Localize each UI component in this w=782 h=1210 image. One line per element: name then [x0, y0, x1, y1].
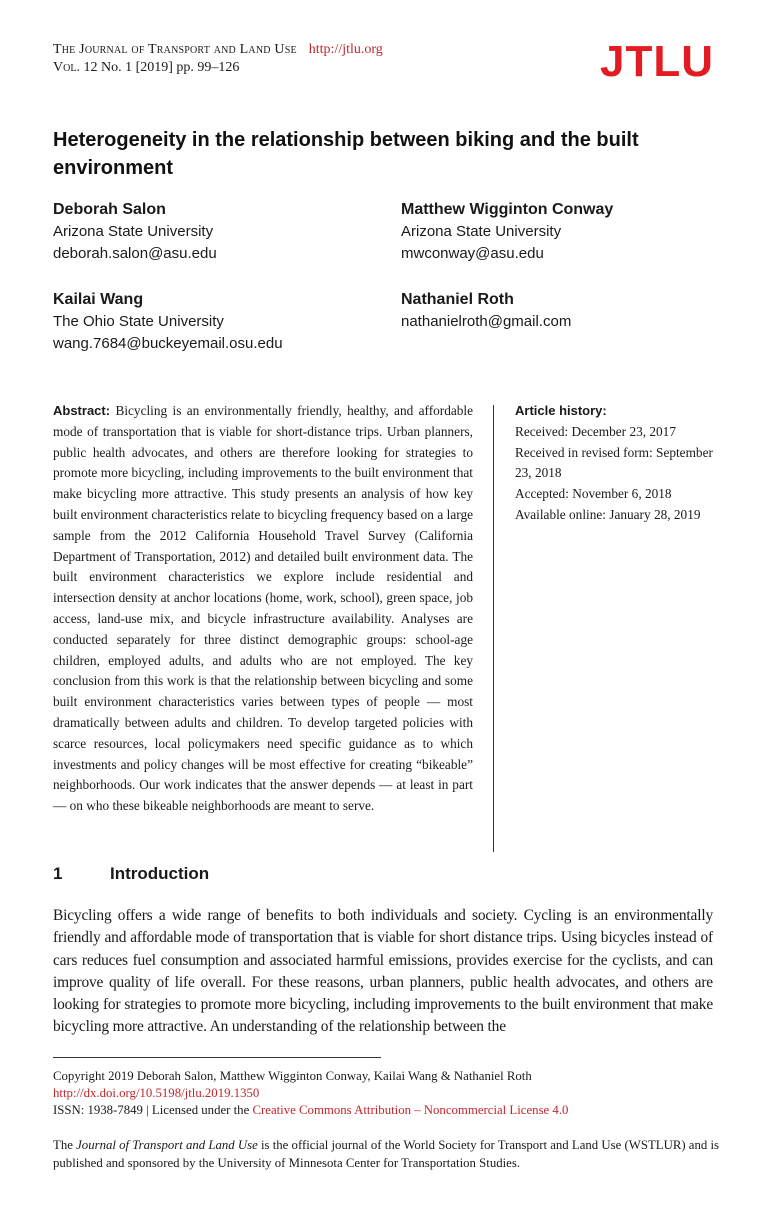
author-name: Nathaniel Roth — [401, 291, 514, 308]
history-received: Received: December 23, 2017 — [515, 423, 676, 439]
abstract — [53, 401, 473, 817]
volume-details: 12 No. 1 [2019] pp. 99–126 — [83, 60, 240, 75]
note-rest: is the official journal of the World Society for Transport and Land Use (WSTLUR) and is published and sponsored by the University of Minnesota Center for Transportation Studies. — [53, 1138, 720, 1170]
volume-info — [53, 59, 239, 76]
article-history — [515, 401, 725, 526]
author-name: Matthew Wigginton Conway — [401, 201, 614, 218]
author-block — [53, 199, 373, 265]
note-the: The — [53, 1138, 73, 1152]
author-name: Deborah Salon — [53, 201, 166, 218]
journal-header — [53, 41, 383, 58]
history-revised: Received in revised form: September 23, 2018 — [515, 444, 713, 481]
section-title: Introduction — [110, 864, 210, 883]
journal-url-link[interactable]: http://jtlu.org — [308, 42, 383, 57]
author-affiliation: Arizona State University — [53, 223, 214, 240]
history-accepted: Accepted: November 6, 2018 — [515, 486, 672, 502]
column-divider — [493, 405, 494, 852]
author-email: mwconway@asu.edu — [401, 245, 544, 262]
history-label: Article history: — [515, 403, 607, 418]
license-line — [53, 1102, 733, 1119]
author-affiliation: The Ohio State University — [53, 313, 224, 330]
license-link-attribution[interactable]: Creative Commons Attribution — [252, 1103, 411, 1117]
author-block — [401, 289, 721, 333]
author-affiliation: Arizona State University — [401, 223, 562, 240]
license-link-noncommercial[interactable]: Noncommercial License 4.0 — [423, 1103, 569, 1117]
intro-paragraph: Bicycling offers a wide range of benefits to both individuals and society. Cycling is an environmentally friendly and affordable mode of transportation that is viable for short distance trips. Using bicycles instead of cars reduces fuel consumption and associated harmful emissions, provides exercise for the cyclists, and can improve quality of life overall. For these reasons, urban planners, public health advocates, and others are looking for strategies to promote more bicycling, including improvements to the built environment that make bicycling more attractive. An understanding of the relationship between the — [53, 907, 713, 1036]
author-block — [401, 199, 721, 265]
journal-logo: JTLU — [600, 37, 714, 86]
abstract-text: Bicycling is an environmentally friendly, healthy, and affordable mode of transportation that is viable for short-distance trips. Urban planners, public health advocates, and others are therefore looking for strategies to promote more bicycling, including improvements to the built environment that make bicycling more attractive. This study presents an analysis of how key built environment characteristics relate to bicycling frequency based on a large sample from the 2012 California Household Travel Survey (California Department of Transportation, 2012) and detailed built environment data. The built environment characteristics we explore include residential and intersection density at anchor locations (home, work, school), green space, job access, land-use mix, and bicycle infrastructure availability. Analyses are conducted separately for three distinct demographic groups: school-age children, employed adults, and adults who are not employed. The key conclusion from this work is that the relationship between bicycling and some built environment characteristics varies between types of people — most dramatically between adults and children. To develop targeted policies with scarce resources, local policymakers need specific guidance as to which investments and policy changes will be most effective for creating “bikeable” neighborhoods. Our work indicates that the answer depends — at least in part — on who these bikeable neighborhoods are meant to serve. — [53, 403, 473, 814]
author-email: nathanielroth@gmail.com — [401, 313, 572, 330]
license-dash: – — [411, 1103, 424, 1117]
author-email: wang.7684@buckeyemail.osu.edu — [53, 335, 283, 352]
author-name: Kailai Wang — [53, 291, 144, 308]
volume-prefix: Vol. — [53, 60, 80, 75]
issn-text: ISSN: 1938-7849 | Licensed under the — [53, 1103, 250, 1117]
article-title: Heterogeneity in the relationship between biking and the built environment — [53, 129, 639, 179]
section-number: 1 — [53, 864, 63, 883]
author-block — [53, 289, 373, 355]
note-journal-name: Journal of Transport and Land Use — [76, 1138, 258, 1152]
author-email: deborah.salon@asu.edu — [53, 245, 217, 262]
doi-link[interactable]: http://dx.doi.org/10.5198/jtlu.2019.1350 — [53, 1086, 260, 1100]
journal-name: The Journal of Transport and Land Use — [53, 42, 297, 57]
journal-note — [53, 1136, 723, 1172]
history-online: Available online: January 28, 2019 — [515, 506, 701, 522]
copyright-line: Copyright 2019 Deborah Salon, Matthew Wigginton Conway, Kailai Wang & Nathaniel Roth — [53, 1069, 532, 1083]
abstract-label: Abstract: — [53, 403, 111, 418]
footnote-divider — [53, 1057, 381, 1058]
